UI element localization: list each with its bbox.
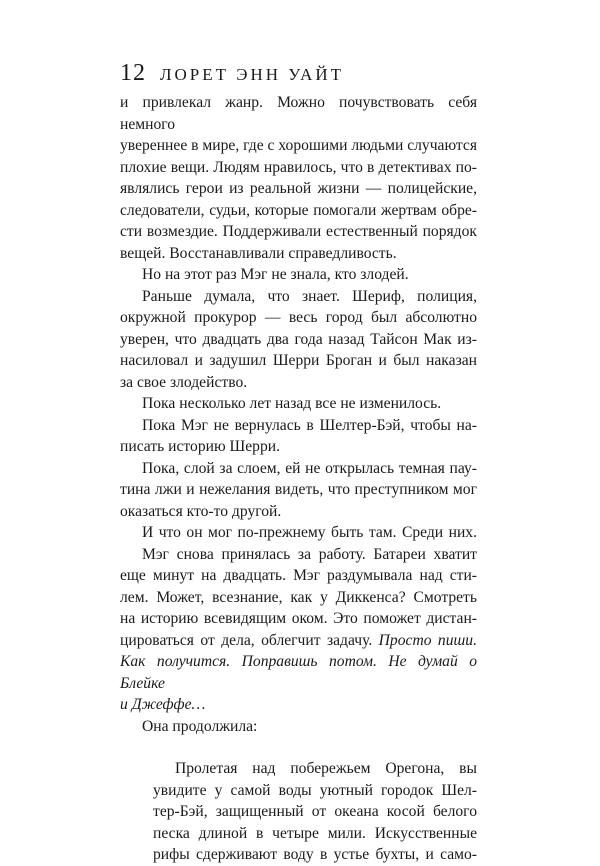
text-line: Но на этот раз Мэг не знала, кто злодей. <box>142 266 409 283</box>
text-line: плохие вещи. Людям нравилось, что в детективах по- <box>120 158 477 176</box>
page-number: 12 <box>120 60 146 86</box>
text-line: и привлекал жанр. Можно почувствовать себя немного <box>120 94 477 133</box>
text-line <box>120 694 477 716</box>
text-line: Она продолжила: <box>142 717 258 735</box>
text-line: сти возмездие. Поддерживали естественный порядок <box>120 223 477 240</box>
italic-segment: Просто пиши. <box>378 631 477 649</box>
italic-segment: и Джеффе… <box>120 696 206 713</box>
quote-line: Пролетая над побережьем Орегона, вы <box>175 760 477 777</box>
text-line: следователи, судьи, которые помогали жертвам обре- <box>120 201 477 219</box>
italic-segment: Как получится. Поправишь потом. Не думай о Блейке <box>120 653 477 692</box>
author-name: ЛОРЕТ ЭНН УАЙТ <box>160 65 345 84</box>
spacer <box>120 737 477 758</box>
text-line: вещей. Восстанавливали справедливость. <box>120 244 397 262</box>
running-header <box>120 60 344 87</box>
text-line: Пока Мэг не вернулась в Шелтер-Бэй, чтобы на- <box>142 416 477 434</box>
text-line: уверен, что двадцать два года назад Тайсон Мак из- <box>120 330 477 348</box>
text-line: за свое злодейство. <box>120 373 248 391</box>
text-line: оказаться кто-то другой. <box>120 502 282 520</box>
quoted-manuscript <box>153 758 477 866</box>
text-line: тина лжи и нежелания видеть, что преступником мог <box>120 481 477 498</box>
quote-line: увидите у самой воды уютный городок Шел- <box>153 781 477 799</box>
text-line <box>120 630 477 652</box>
text-line <box>120 651 477 694</box>
text-line: окружной прокурор — весь город был абсолютно <box>120 309 477 326</box>
quote-line: песка длиной в четыре мили. Искусственные <box>153 824 477 842</box>
text-line: лем. Может, всезнание, как у Диккенса? Смотреть <box>120 588 477 606</box>
text-line: на историю всевидящим оком. Это поможет дистан- <box>120 610 477 627</box>
quote-line: рифы сдерживают воду в устье бухты, и само- <box>153 846 477 863</box>
text-line: Мэг снова принялась за работу. Батареи хватит <box>142 545 477 563</box>
text-line: еще минут на двадцать. Мэг раздумывала над сти- <box>120 567 477 584</box>
page-text <box>120 92 477 866</box>
text-line: насиловал и задушил Шерри Броган и был наказан <box>120 352 477 369</box>
text-line: являлись герои из реальной жизни — полицейские, <box>120 180 477 197</box>
text-line: Раньше думала, что знает. Шериф, полиция, <box>142 287 477 305</box>
text-segment: цироваться от дела, облегчит задачу. <box>120 631 373 649</box>
text-line: Пока, слой за слоем, ей не открылась темная пау- <box>142 459 477 477</box>
text-line: Пока несколько лет назад все не изменилось. <box>142 395 442 412</box>
text-line: писать историю Шерри. <box>120 438 280 455</box>
text-line: И что он мог по-прежнему быть там. Среди них. <box>142 524 477 541</box>
text-line: увереннее в мире, где с хорошими людьми случаются <box>120 137 477 154</box>
quote-line: тер-Бэй, защищенный от океана косой белого <box>153 803 477 820</box>
